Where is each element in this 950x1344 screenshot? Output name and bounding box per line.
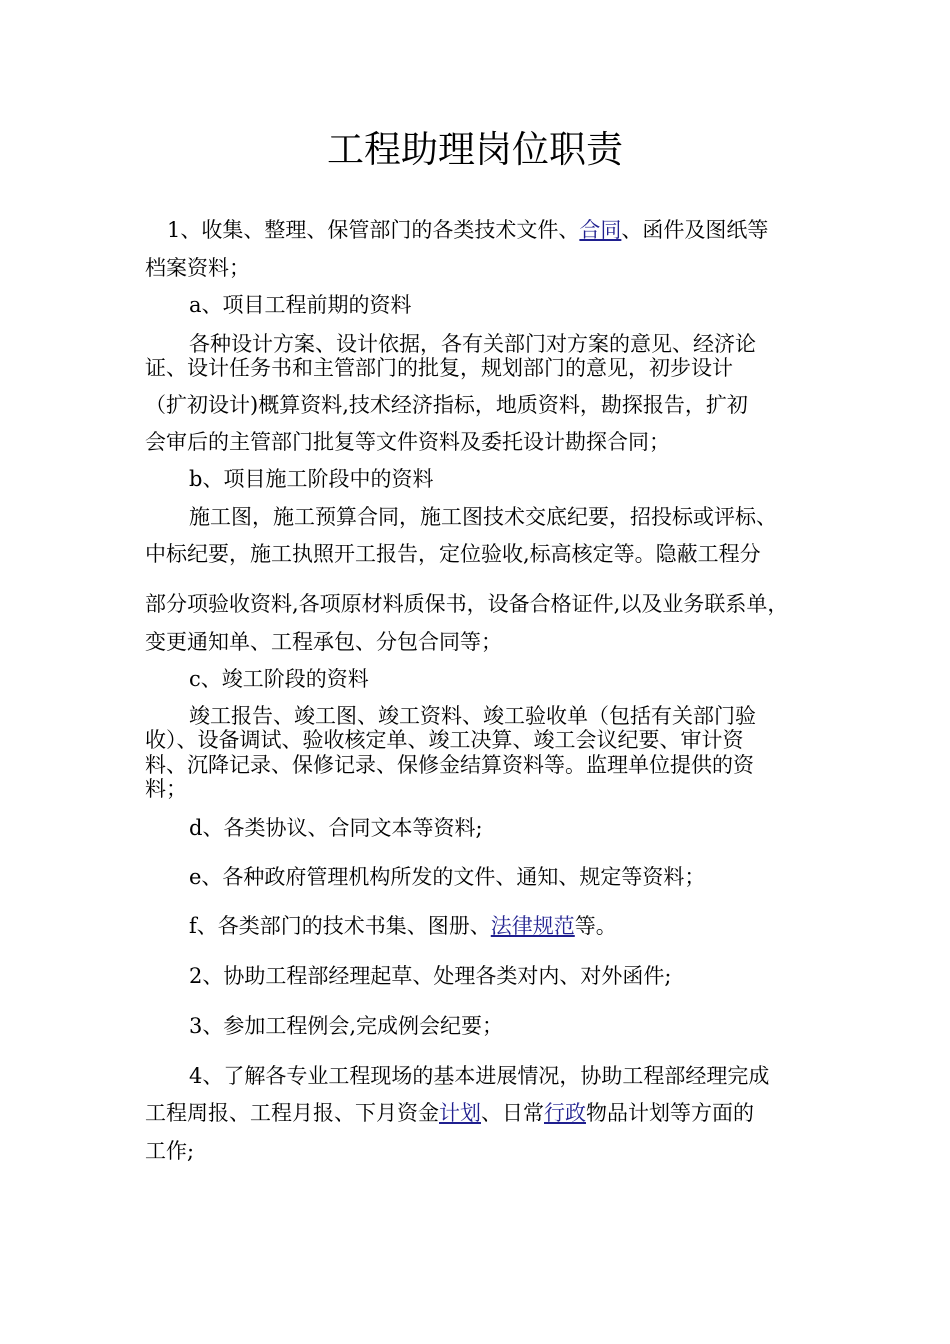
section-d: d、各类协议、合同文本等资料; — [189, 816, 483, 840]
item-4-text-mid: 、日常 — [481, 1101, 544, 1125]
item-4-line-2 — [145, 1099, 754, 1127]
page-title: 工程助理岗位职责 — [327, 128, 623, 171]
plan-link[interactable]: 计划 — [439, 1101, 481, 1125]
item-4-line-3: 工作; — [145, 1139, 195, 1163]
section-c-heading: c、竣工阶段的资料 — [189, 667, 369, 691]
section-c-line: 料、沉降记录、保修记录、保修金结算资料等。监理单位提供的资 — [145, 753, 754, 777]
item-4-text: 工程周报、工程月报、下月资金 — [145, 1101, 439, 1125]
section-b-line: 部分项验收资料,各项原材料质保书，设备合格证件,以及业务联系单， — [145, 592, 789, 616]
section-b-line: 施工图，施工预算合同，施工图技术交底纪要，招投标或评标、 — [189, 505, 777, 529]
section-c-line: 收）、设备调试、验收核定单、竣工决算、竣工会议纪要、审计资 — [145, 728, 744, 752]
legal-norms-link[interactable]: 法律规范 — [490, 914, 575, 938]
section-b-heading: b、项目施工阶段中的资料 — [189, 467, 434, 491]
item-1-text: 1、收集、整理、保管部门的各类技术文件、 — [167, 218, 580, 242]
section-c-line: 料； — [145, 777, 187, 801]
section-e: e、各种政府管理机构所发的文件、通知、规定等资料； — [189, 865, 706, 889]
section-f-text-tail: 等。 — [574, 914, 617, 938]
section-a-line: 会审后的主管部门批复等文件资料及委托设计勘探合同； — [145, 430, 670, 454]
item-2: 2、协助工程部经理起草、处理各类对内、对外函件; — [189, 964, 672, 988]
section-a-line: （扩初设计)概算资料,技术经济指标，地质资料，勘探报告，扩初 — [145, 393, 748, 417]
section-b-line: 变更通知单、工程承包、分包合同等； — [145, 630, 502, 654]
section-a-heading: a、项目工程前期的资料 — [189, 293, 412, 317]
item-4-text-tail: 物品计划等方面的 — [586, 1101, 754, 1125]
item-1-line-2: 档案资料； — [145, 256, 250, 280]
contract-link[interactable]: 合同 — [579, 218, 622, 242]
administration-link[interactable]: 行政 — [544, 1101, 586, 1125]
item-4-line-1: 4、了解各专业工程现场的基本进展情况，协助工程部经理完成 — [189, 1064, 770, 1088]
section-b-line: 中标纪要，施工执照开工报告，定位验收,标高核定等。隐蔽工程分 — [145, 542, 761, 566]
section-f-text: f、各类部门的技术书集、图册、 — [189, 914, 491, 938]
item-3: 3、参加工程例会,完成例会纪要； — [189, 1014, 504, 1038]
section-a-line: 证、设计任务书和主管部门的批复，规划部门的意见，初步设计 — [145, 356, 733, 380]
item-1-line-1 — [167, 216, 768, 244]
section-f — [189, 912, 617, 940]
section-a-line: 各种设计方案、设计依据，各有关部门对方案的意见、经济论 — [189, 332, 756, 356]
item-1-text-tail: 、函件及图纸等 — [621, 218, 769, 242]
section-c-line: 竣工报告、竣工图、竣工资料、竣工验收单（包括有关部门验 — [189, 704, 756, 728]
